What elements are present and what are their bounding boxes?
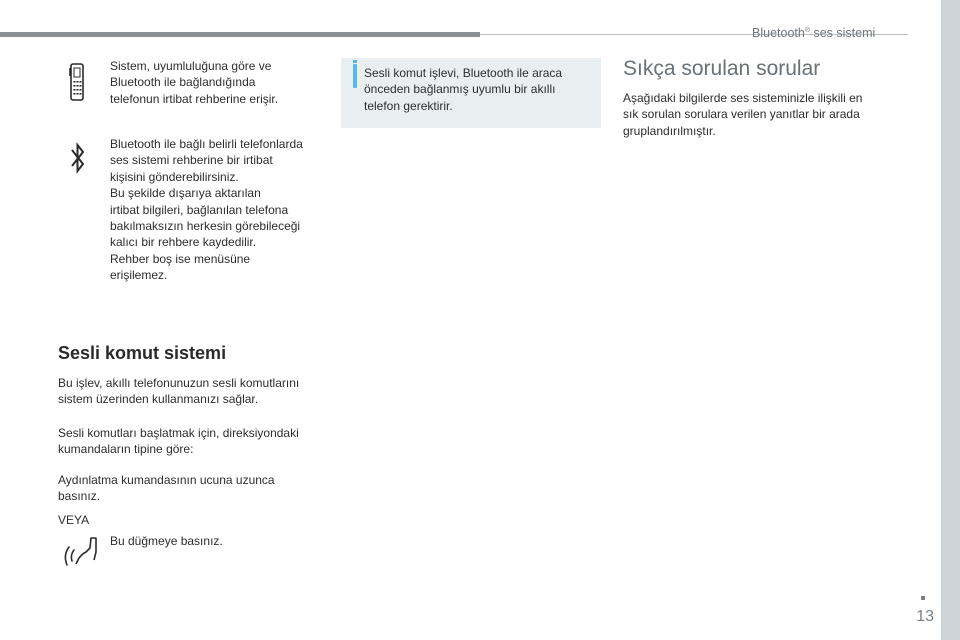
voice-paragraph-2: Sesli komutları başlatmak için, direksiyondaki kumandaların tipine göre: xyxy=(58,426,299,457)
header-title-main: Bluetooth xyxy=(752,26,805,40)
info-note-text: Sesli komut işlevi, Bluetooth ile araca önceden bağlanmış uyumlu bir akıllı telefon gerektirir. xyxy=(364,66,563,113)
voice-paragraph-1: Bu işlev, akıllı telefonunuzun sesli komutlarını sistem üzerinden kullanmanızı sağlar. xyxy=(58,376,300,407)
header-bar xyxy=(0,32,480,37)
mobile-phone-icon xyxy=(68,62,86,102)
page-marker xyxy=(921,596,925,600)
voice-command-icon xyxy=(60,534,100,570)
phone-directory-text: Sistem, uyumluluğuna göre ve Bluetooth ile bağlandığında telefonun irtibat rehberine erişir. xyxy=(110,59,279,106)
header-title-rest: ses sistemi xyxy=(810,26,876,40)
press-button-text: Bu düğmeye basınız. xyxy=(110,534,223,548)
info-note-box xyxy=(341,58,601,128)
side-strip xyxy=(941,0,960,640)
registered-mark: ® xyxy=(804,26,810,34)
voice-paragraph-3: Aydınlatma kumandasının ucuna uzunca basınız. xyxy=(58,473,275,504)
veya-text: VEYA xyxy=(58,513,90,527)
info-icon xyxy=(353,64,357,88)
faq-title: Sıkça sorulan sorular xyxy=(623,57,821,80)
voice-section-title: Sesli komut sistemi xyxy=(58,343,227,363)
bluetooth-contact-text: Bluetooth ile bağlı belirli telefonlarda ses sistemi rehberine bir irtibat kişisini gönderebilirsiniz. Bu şekilde dışarıya aktarılan irtibat bilgileri, bağlanılan telefona bakılmaksızın herkesin görebileceği kalıcı bir rehbere kaydedilir. Rehber boş ise menüsüne erişilemez. xyxy=(110,137,303,283)
page-number: 13 xyxy=(916,608,934,625)
page-header-title xyxy=(752,26,875,40)
bluetooth-icon xyxy=(70,140,86,176)
faq-intro-text: Aşağıdaki bilgilerde ses sisteminizle ilişkili en sık sorulan sorulara verilen yanıtlar bir arada gruplandırılmıştır. xyxy=(623,91,863,138)
